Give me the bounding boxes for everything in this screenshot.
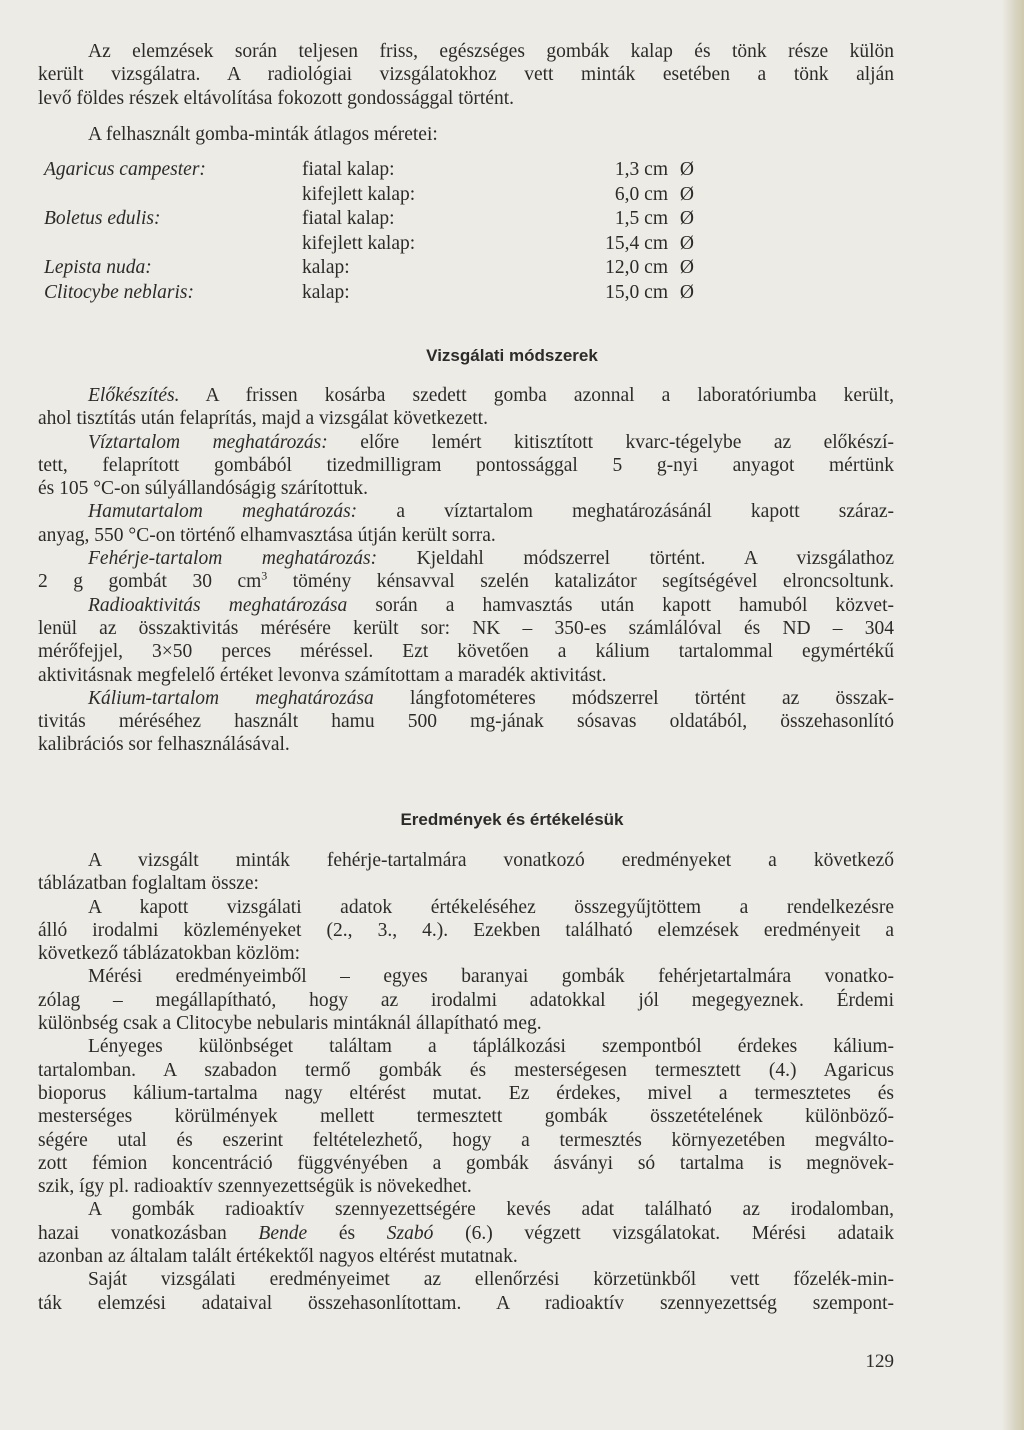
text-line xyxy=(38,547,894,570)
text-line: aktivitásnak megfelelő értéket levonva számítottam a maradék aktivitást. xyxy=(38,664,607,686)
diameter-icon: Ø xyxy=(679,208,694,230)
text-line: tartalomban. A szabadon termő gombák és mesterségesen termesztett (4.) Agaricus xyxy=(38,1059,894,1081)
results-section xyxy=(38,849,894,1315)
page-edge xyxy=(1002,0,1024,1430)
text-line: Lényeges különbséget találtam a táplálkozási szempontból érdekes kálium- xyxy=(88,1036,894,1058)
sample-size-table xyxy=(44,158,694,306)
text-line: lenül az összaktivitás mérésére került sor: NK – 350-es számlálóval és ND – 304 xyxy=(38,617,894,639)
text-line: kalibrációs sor felhasználásával. xyxy=(38,734,290,756)
sample-row xyxy=(44,232,694,257)
sample-value: 6,0 cm xyxy=(614,183,668,205)
text-line: álló irodalmi közleményeket (2., 3., 4.). Ezekben található elemzések eredményeit a xyxy=(38,919,894,941)
species-name: Lepista nuda: xyxy=(44,257,152,279)
text-line xyxy=(38,1222,894,1245)
species-name: Clitocybe neblaris: xyxy=(44,281,195,303)
text-line xyxy=(38,500,894,523)
text-span: lángfotométeres módszerrel történt az összak- xyxy=(373,687,894,709)
diameter-icon: Ø xyxy=(679,183,694,205)
text-span: Kjeldahl módszerrel történt. A vizsgálathoz xyxy=(377,548,894,570)
diameter-icon: Ø xyxy=(679,281,694,303)
text-line: ahol tisztítás után felaprítás, majd a vizsgálat következett. xyxy=(38,408,488,430)
text-line xyxy=(38,384,894,407)
sample-row xyxy=(44,256,694,281)
section-heading-results: Eredmények és értékelésük xyxy=(400,810,624,829)
sample-part: kifejlett kalap: xyxy=(302,232,416,254)
sample-value: 12,0 cm xyxy=(605,257,668,279)
text-line: A kapott vizsgálati adatok értékeléséhez összegyűjtöttem a rendelkezésre xyxy=(88,896,894,918)
text-span: 2 g gombát 30 cm xyxy=(38,571,262,593)
text-line: táblázatban foglaltam össze: xyxy=(38,873,259,895)
diameter-icon: Ø xyxy=(679,159,694,180)
method-label: Víztartalom meghatározás: xyxy=(88,431,328,453)
text-line: Mérési eredményeimből – egyes baranyai gombák fehérjetartalmára vonatko- xyxy=(88,966,894,988)
sample-row xyxy=(44,207,694,232)
text-line: Az elemzések során teljesen friss, egészséges gombák kalap és tönk része külön xyxy=(88,41,894,62)
sample-part: fiatal kalap: xyxy=(302,208,395,230)
text-line xyxy=(38,687,894,710)
author-name: Szabó xyxy=(386,1222,434,1244)
text-line: Saját vizsgálati eredményeimet az ellenőrzési körzetünkből vett főzelék-min- xyxy=(88,1269,894,1291)
text-line: zólag – megállapítható, hogy az irodalmi adatokkal jól megegyeznek. Érdemi xyxy=(38,989,894,1011)
sample-value: 15,4 cm xyxy=(605,232,668,254)
text-span: A frissen kosárba szedett gomba azonnal a laboratóriumba került, xyxy=(179,385,894,406)
section-heading-methods: Vizsgálati módszerek xyxy=(426,346,598,365)
method-label: Kálium-tartalom meghatározása xyxy=(88,687,374,709)
sample-part: kalap: xyxy=(302,257,350,279)
text-line xyxy=(38,431,894,454)
page-number: 129 xyxy=(865,1351,894,1372)
text-line: következő táblázatokban közlöm: xyxy=(38,943,301,965)
method-label: Hamutartalom meghatározás: xyxy=(88,501,358,523)
text-line: tivitás méréséhez használt hamu 500 mg-jának sósavas oldatából, összehasonlító xyxy=(38,711,894,733)
sample-part: fiatal kalap: xyxy=(302,159,395,180)
intro-paragraph xyxy=(38,40,894,110)
text-line xyxy=(38,594,894,617)
text-line: szik, így pl. radioaktív szennyezettségük is növekedhet. xyxy=(38,1176,472,1198)
text-span: és xyxy=(307,1222,387,1244)
species-name: Boletus edulis: xyxy=(44,208,161,230)
sample-row xyxy=(44,158,694,183)
methods-section xyxy=(38,384,894,757)
text-span: a víztartalom meghatározásánál kapott száraz- xyxy=(357,501,895,523)
superscript: 3 xyxy=(261,568,268,583)
text-line: és 105 °C-on súlyállandóságig szárítottuk. xyxy=(38,478,369,500)
text-line: került vizsgálatra. A radiológiai vizsgálatokhoz vett minták esetében a tönk alján xyxy=(38,64,894,86)
text-line: tett, felaprított gombából tizedmilligram pontossággal 5 g-nyi anyagot mértünk xyxy=(38,454,894,476)
text-span: során a hamvasztás után kapott hamuból közvet- xyxy=(347,594,894,616)
text-line: ták elemzési adataival összehasonlítottam. A radioaktív szennyezettség szempont- xyxy=(38,1292,894,1314)
method-label: Előkészítés. xyxy=(88,385,180,406)
text-line: ségére utal és eszerint feltételezhető, hogy a termesztés környezetében megválto- xyxy=(38,1129,894,1151)
sample-value: 15,0 cm xyxy=(605,281,668,303)
sample-row xyxy=(44,183,694,208)
diameter-icon: Ø xyxy=(679,232,694,254)
text-span: tömény kénsavval szelén katalizátor segítségével elroncsoltunk. xyxy=(267,571,894,593)
diameter-icon: Ø xyxy=(679,257,694,279)
sample-value: 1,5 cm xyxy=(614,208,668,230)
sample-part: kifejlett kalap: xyxy=(302,183,416,205)
text-line xyxy=(38,570,894,593)
text-span: hazai vonatkozásban xyxy=(38,1222,259,1244)
method-label: Radioaktivitás meghatározása xyxy=(88,594,348,616)
text-line: levő földes részek eltávolítása fokozott gondossággal történt. xyxy=(38,87,514,109)
text-line: mérőfejjel, 3×50 perces méréssel. Ezt követően a kálium tartalommal egymértékű xyxy=(38,641,894,663)
method-label: Fehérje-tartalom meghatározás: xyxy=(88,548,378,570)
text-line: mesterséges körülmények mellett termesztett gombák összetételének különböző- xyxy=(38,1106,894,1128)
species-name: Agaricus campester: xyxy=(44,159,206,180)
sample-row xyxy=(44,281,694,306)
text-line: azonban az általam talált értékektől nagyos eltérést mutatnak. xyxy=(38,1246,518,1268)
text-span: (6.) végzett vizsgálatokat. Mérési adataik xyxy=(433,1222,894,1244)
text-line: A gombák radioaktív szennyezettségére kevés adat található az irodalomban, xyxy=(88,1199,894,1221)
text-line: zott fémion koncentráció függvényében a gombák ásványi só tartalma is megnövek- xyxy=(38,1152,894,1174)
sample-value: 1,3 cm xyxy=(614,159,668,180)
text-line: különbség csak a Clitocybe nebularis mintáknál állapítható meg. xyxy=(38,1013,542,1035)
sample-part: kalap: xyxy=(302,281,350,303)
text-span: előre lemért kitisztított kvarc-tégelybe az előkészí- xyxy=(327,431,894,453)
author-name: Bende xyxy=(258,1222,308,1244)
sizes-intro: A felhasznált gomba-minták átlagos méretei: xyxy=(88,124,438,145)
text-line: anyag, 550 °C-on történő elhamvasztása útján került sorra. xyxy=(38,524,496,546)
text-line: A vizsgált minták fehérje-tartalmára vonatkozó eredményeket a következő xyxy=(88,850,894,871)
text-line: bioporus kálium-tartalma nagy eltérést mutat. Ez érdekes, mivel a termesztetes és xyxy=(38,1082,894,1104)
